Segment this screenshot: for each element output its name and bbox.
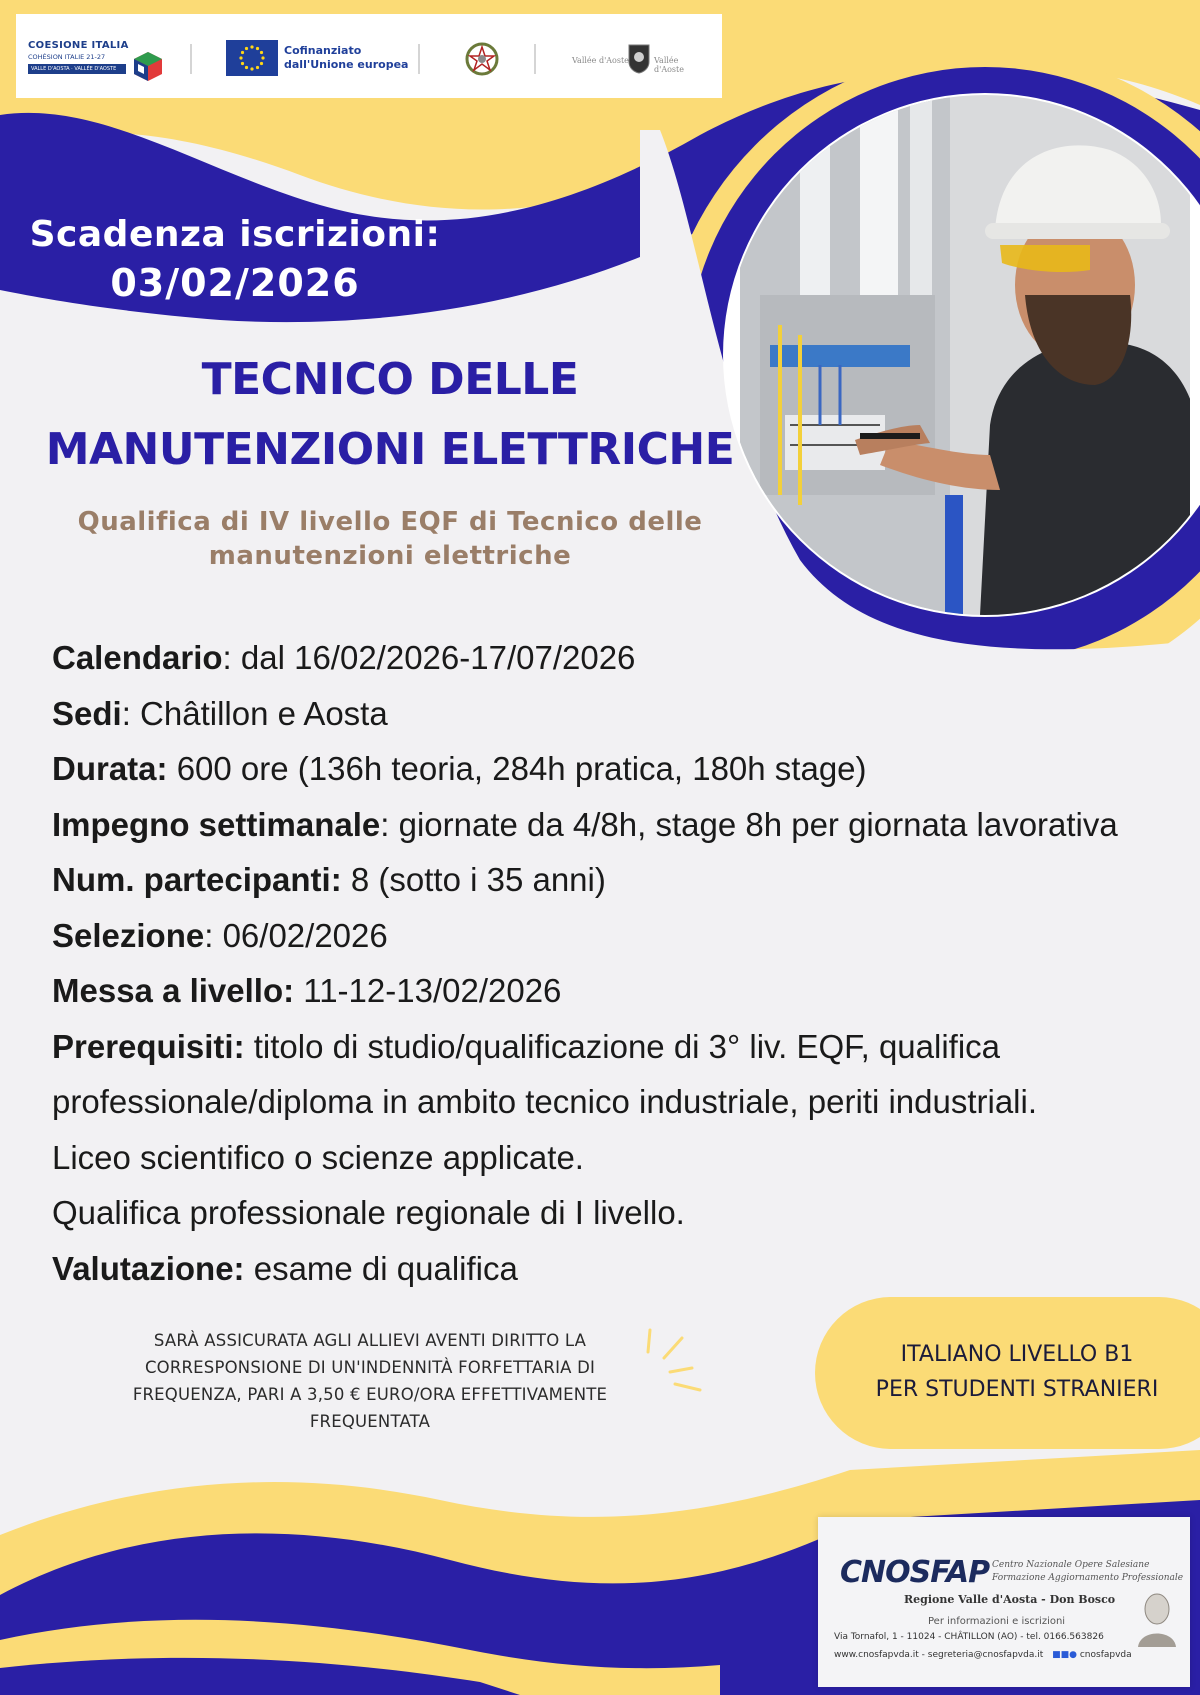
cnosfap-social[interactable]: cnosfapvda — [1079, 1650, 1132, 1660]
social-icons: ■■● — [1052, 1650, 1077, 1660]
indemnity-note — [80, 1327, 660, 1435]
vda-right-text: Vallée d'Aoste — [654, 56, 684, 74]
electrician-photo — [740, 95, 1190, 615]
enrollment-deadline — [20, 212, 450, 308]
messa-value: 11-12-13/02/2026 — [294, 972, 562, 1009]
impegno-value: : giornate da 4/8h, stage 8h per giornata lavorativa — [380, 805, 1118, 843]
valle-aosta-region-logo — [568, 40, 708, 80]
detail-prerequisiti — [52, 1019, 1172, 1075]
course-subtitle-line2: manutenzioni elettriche — [208, 541, 572, 571]
partner-logos-bar — [16, 14, 722, 98]
detail-partecipanti — [52, 852, 1172, 908]
eu-cofinancing-text — [284, 44, 408, 72]
selezione-label: Selezione — [52, 916, 205, 954]
detail-durata — [52, 741, 1172, 797]
sedi-value: : Châtillon e Aosta — [121, 694, 388, 732]
detail-impegno — [52, 797, 1172, 853]
coesione-line2: COHÉSION ITALIE 21-27 — [28, 53, 106, 61]
cnosfap-web[interactable]: www.cnosfapvda.it - segreteria@cnosfapvda.it — [834, 1650, 1044, 1660]
vda-left-text: Vallée d'Aoste — [572, 56, 629, 65]
indemnity-line2: CORRESPONSIONE DI UN'INDENNITÀ FORFETTARIA DI — [144, 1358, 596, 1377]
prerequisiti-line4: Qualifica professionale regionale di I livello. — [52, 1194, 685, 1231]
detail-calendario — [52, 630, 1172, 686]
impegno-label: Impegno settimanale — [52, 805, 381, 843]
partecipanti-value: 8 (sotto i 35 anni) — [341, 861, 606, 898]
partecipanti-label: Num. partecipanti: — [52, 861, 342, 898]
sedi-label: Sedi — [52, 694, 122, 732]
deadline-label: Scadenza iscrizioni: — [29, 214, 441, 255]
cnosfap-full-name — [992, 1559, 1192, 1585]
indemnity-line3: FREQUENZA, PARI A 3,50 € EURO/ORA EFFETTIVAMENTE — [132, 1385, 608, 1404]
indemnity-line4: FREQUENTATA — [309, 1412, 431, 1431]
detail-sedi — [52, 686, 1172, 742]
prerequisiti-line1: titolo di studio/qualificazione di 3° liv. EQF, qualifica — [244, 1027, 1001, 1065]
course-title-line2: MANUTENZIONI ELETTRICHE — [45, 424, 735, 475]
logo-separator — [418, 44, 420, 74]
indemnity-line1: SARÀ ASSICURATA AGLI ALLIEVI AVENTI DIRITTO LA — [153, 1331, 587, 1350]
coesione-cube-icon — [132, 50, 164, 82]
logo-separator — [190, 44, 192, 74]
b1-badge-text — [837, 1337, 1197, 1407]
detail-valutazione — [52, 1241, 1172, 1297]
vda-shield-icon — [628, 44, 650, 74]
coesione-line1: COESIONE ITALIA — [28, 40, 129, 51]
cnosfap-full-name-line1: Centro Nazionale Opere Salesiane — [992, 1560, 1150, 1570]
cnosfap-logo: CNOSFAP — [840, 1555, 990, 1590]
highlight-sparks-icon — [620, 1320, 720, 1400]
durata-value: 600 ore (136h teoria, 284h pratica, 180h stage) — [167, 750, 867, 787]
course-details — [52, 630, 1172, 1296]
messa-label: Messa a livello: — [52, 972, 295, 1009]
prerequisiti-label: Prerequisiti: — [52, 1027, 245, 1065]
cnosfap-address: Via Tornafol, 1 - 11024 - CHÂTILLON (AO) - tel. 0166.563826 — [834, 1632, 1104, 1642]
cnosfap-full-name-line2: Formazione Aggiornamento Professionale — [992, 1573, 1184, 1583]
calendario-value: : dal 16/02/2026-17/07/2026 — [222, 639, 636, 676]
italian-republic-emblem-icon — [464, 38, 500, 80]
eu-text-line2: dall'Unione europea — [284, 58, 409, 71]
valutazione-label: Valutazione: — [52, 1249, 245, 1287]
valutazione-value: esame di qualifica — [244, 1249, 518, 1287]
italian-b1-badge — [815, 1297, 1200, 1449]
deadline-date: 03/02/2026 — [110, 261, 360, 305]
founder-portrait-icon — [1134, 1587, 1180, 1647]
detail-messa-a-livello — [52, 963, 1172, 1019]
b1-line2: PER STUDENTI STRANIERI — [875, 1377, 1159, 1402]
cnosfap-contact-card — [818, 1517, 1190, 1687]
selezione-value: : 06/02/2026 — [204, 916, 388, 954]
course-title — [40, 345, 740, 485]
detail-selezione — [52, 908, 1172, 964]
calendario-label: Calendario — [52, 639, 223, 676]
cnosfap-region: Regione Valle d'Aosta - Don Bosco — [904, 1593, 1116, 1606]
cnosfap-info-label: Per informazioni e iscrizioni — [928, 1616, 1066, 1627]
cnosfap-web-line — [834, 1650, 1132, 1660]
durata-label: Durata: — [52, 750, 168, 787]
eu-text-line1: Cofinanziato — [284, 44, 362, 57]
coesione-line3: VALLE D'AOSTA · VALLÉE D'AOSTE — [28, 64, 126, 74]
prerequisiti-line3: Liceo scientifico o scienze applicate. — [52, 1138, 584, 1176]
course-subtitle — [40, 505, 740, 573]
prerequisiti-line2: professionale/diploma in ambito tecnico industriale, periti industriali. — [52, 1083, 1038, 1120]
course-title-line1: TECNICO DELLE — [201, 354, 579, 405]
coesione-italia-logo — [28, 40, 168, 84]
eu-flag-icon — [226, 40, 278, 76]
course-subtitle-line1: Qualifica di IV livello EQF di Tecnico delle — [77, 507, 703, 537]
b1-line1: ITALIANO LIVELLO B1 — [900, 1342, 1134, 1367]
logo-separator — [534, 44, 536, 74]
